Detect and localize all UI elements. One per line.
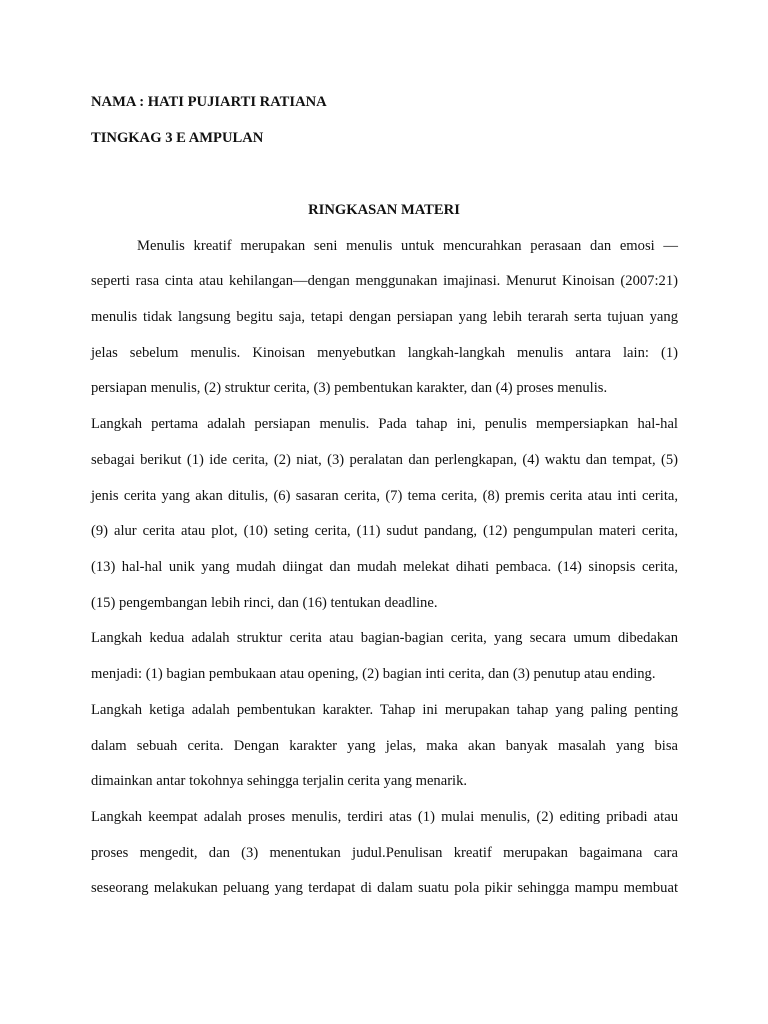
text-line: menulis tidak langsung begitu saja, tetapi dengan persiapan yang lebih terarah serta tujuan yang: [91, 309, 678, 325]
student-class: TINGKAG 3 E AMPULAN: [91, 130, 264, 146]
text-line: seperti rasa cinta atau kehilangan—dengan menggunakan imajinasi. Menurut Kinoisan (2007:21): [91, 273, 678, 289]
text-line: dimainkan antar tokohnya sehingga terjalin cerita yang menarik.: [91, 773, 468, 789]
text-line: menjadi: (1) bagian pembukaan atau opening, (2) bagian inti cerita, dan (3) penutup atau ending.: [91, 666, 656, 682]
text-line: jenis cerita yang akan ditulis, (6) sasaran cerita, (7) tema cerita, (8) premis cerita atau inti cerita,: [91, 488, 678, 504]
text-line: sebagai berikut (1) ide cerita, (2) niat, (3) peralatan dan perlengkapan, (4) waktu dan tempat, (5): [91, 452, 678, 468]
document-title: RINGKASAN MATERI: [308, 202, 460, 218]
student-name: NAMA : HATI PUJIARTI RATIANA: [91, 94, 327, 110]
text-line: Langkah kedua adalah struktur cerita atau bagian-bagian cerita, yang secara umum dibedakan: [91, 630, 678, 646]
text-line: Langkah keempat adalah proses menulis, terdiri atas (1) mulai menulis, (2) editing pribadi atau: [91, 809, 678, 825]
text-line: (15) pengembangan lebih rinci, dan (16) tentukan deadline.: [91, 595, 438, 611]
text-line: Langkah ketiga adalah pembentukan karakter. Tahap ini merupakan tahap yang paling penting: [91, 702, 678, 718]
text-line: (9) alur cerita atau plot, (10) seting cerita, (11) sudut pandang, (12) pengumpulan materi cerita,: [91, 523, 678, 539]
text-line: proses mengedit, dan (3) menentukan judul.Penulisan kreatif merupakan bagaimana cara: [91, 845, 678, 861]
text-line: jelas sebelum menulis. Kinoisan menyebutkan langkah-langkah menulis antara lain: (1): [91, 345, 678, 361]
text-line: dalam sebuah cerita. Dengan karakter yang jelas, maka akan banyak masalah yang bisa: [91, 738, 678, 754]
text-line: persiapan menulis, (2) struktur cerita, (3) pembentukan karakter, dan (4) proses menulis.: [91, 380, 608, 396]
text-line: (13) hal-hal unik yang mudah diingat dan mudah melekat dihati pembaca. (14) sinopsis cerita,: [91, 559, 678, 575]
text-line: seseorang melakukan peluang yang terdapat di dalam suatu pola pikir sehingga mampu membuat: [91, 880, 678, 896]
text-line: Langkah pertama adalah persiapan menulis. Pada tahap ini, penulis mempersiapkan hal-hal: [91, 416, 678, 432]
text-line: Menulis kreatif merupakan seni menulis untuk mencurahkan perasaan dan emosi —: [137, 238, 678, 254]
